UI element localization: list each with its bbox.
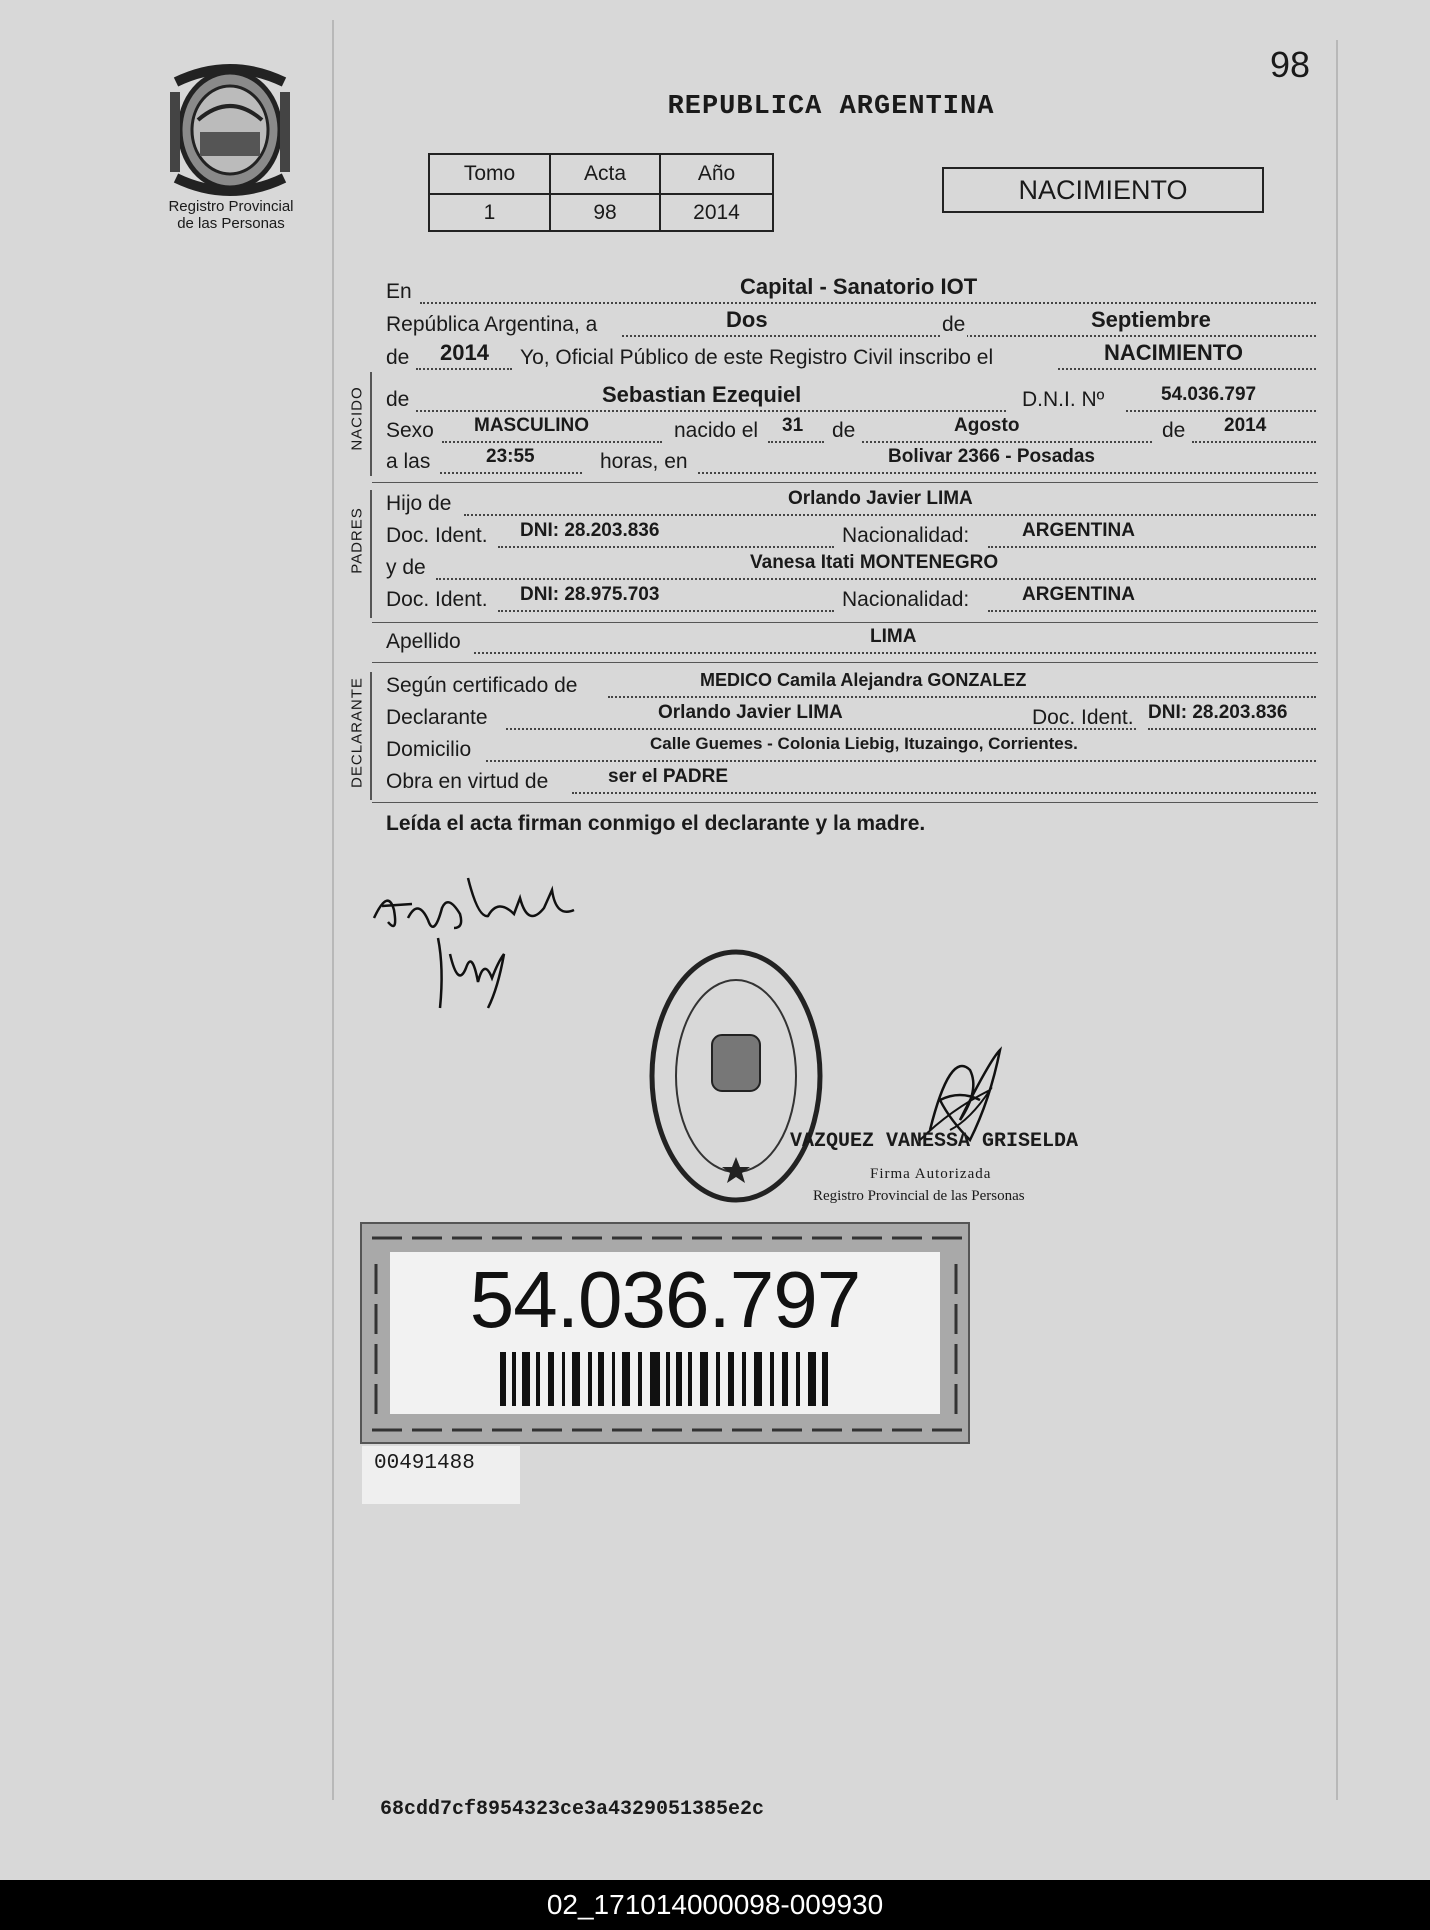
- year-de-label: de: [386, 346, 410, 369]
- son-label: Hijo de: [386, 492, 452, 515]
- right-margin-line: [1336, 40, 1338, 1800]
- father-nationality-value: ARGENTINA: [1022, 520, 1135, 541]
- sex-label: Sexo: [386, 419, 434, 442]
- sex-value: MASCULINO: [474, 415, 590, 436]
- barcode-number: 54.036.797: [469, 1255, 861, 1344]
- tomo-value: 1: [429, 194, 550, 231]
- day-value: Dos: [726, 307, 768, 332]
- father-doc-line: [386, 520, 1316, 552]
- mother-name-value: Vanesa Itati MONTENEGRO: [750, 552, 999, 573]
- child-name-value: Sebastian Ezequiel: [602, 382, 802, 407]
- mother-doc-label: Doc. Ident.: [386, 588, 488, 611]
- registry-caption: [150, 198, 312, 232]
- and-label: y de: [386, 556, 426, 579]
- capacity-value: ser el PADRE: [608, 766, 729, 787]
- father-line: [386, 488, 1316, 520]
- barcode-icon: [500, 1352, 830, 1406]
- tomo-header: Tomo: [429, 154, 550, 194]
- birth-year-de-label: de: [1162, 419, 1186, 442]
- dni-label: D.N.I. Nº: [1022, 388, 1105, 411]
- address-label: Domicilio: [386, 738, 472, 761]
- child-name-line: [386, 382, 1316, 416]
- surname-line: [386, 626, 1316, 658]
- barcode-panel: [390, 1252, 940, 1414]
- delegation-stamp-icon: [646, 945, 826, 1207]
- registry-caption-line2: de las Personas: [177, 215, 285, 232]
- father-name-value: Orlando Javier LIMA: [788, 488, 973, 509]
- birth-de-label: de: [832, 419, 856, 442]
- child-name-label: de: [386, 388, 410, 411]
- time-line: [386, 446, 1316, 478]
- officer-role: Firma Autorizada: [870, 1166, 992, 1182]
- certificate-line: [386, 670, 1316, 702]
- father-doc-value: DNI: 28.203.836: [520, 520, 660, 541]
- provincial-seal-icon: [168, 62, 292, 198]
- capacity-line: [386, 766, 1316, 798]
- official-text: Yo, Oficial Público de este Registro Civil inscribo el: [520, 346, 994, 369]
- mother-nationality-value: ARGENTINA: [1022, 584, 1135, 605]
- year-value: 2014: [660, 194, 773, 231]
- record-type-box: NACIMIENTO: [942, 167, 1264, 213]
- father-doc-label: Doc. Ident.: [386, 524, 488, 547]
- document-hash: 68cdd7cf8954323ce3a4329051385e2c: [380, 1798, 765, 1821]
- declarant-signature-icon: [368, 858, 588, 1018]
- born-label: nacido el: [674, 419, 759, 442]
- registry-caption-line1: Registro Provincial: [168, 198, 294, 215]
- birth-place-value: Bolivar 2366 - Posadas: [888, 446, 1095, 467]
- place-line: [386, 274, 1316, 308]
- child-dni-value: 54.036.797: [1161, 384, 1257, 405]
- month-de-label: de: [942, 313, 966, 336]
- certificate-value: MEDICO Camila Alejandra GONZALEZ: [700, 670, 1027, 690]
- birth-month-value: Agosto: [954, 415, 1020, 436]
- mother-doc-line: [386, 584, 1316, 616]
- declarant-doc-value: DNI: 28.203.836: [1148, 702, 1288, 723]
- record-table-header-row: [429, 154, 773, 194]
- record-table-value-row: [429, 194, 773, 231]
- officer-registry: Registro Provincial de las Personas: [813, 1188, 1025, 1204]
- padres-side-label: PADRES: [348, 507, 366, 574]
- year-value-text: 2014: [440, 340, 489, 365]
- left-margin-line: [332, 20, 334, 1800]
- declarant-label: Declarante: [386, 706, 488, 729]
- official-line: [386, 340, 1316, 374]
- address-value: Calle Guemes - Colonia Liebig, Ituzaingo, Corrientes.: [650, 734, 1078, 753]
- birth-day-value: 31: [782, 415, 804, 436]
- acta-header: Acta: [550, 154, 660, 194]
- certificate-label: Según certificado de: [386, 674, 578, 697]
- address-line: [386, 734, 1316, 766]
- country-title: REPUBLICA ARGENTINA: [667, 92, 995, 122]
- birth-time-value: 23:55: [486, 446, 535, 467]
- republica-label: República Argentina, a: [386, 313, 598, 336]
- record-table: [428, 153, 774, 232]
- declarante-side-label: DECLARANTE: [348, 677, 366, 788]
- date-line: [386, 307, 1316, 341]
- nacido-side-label: NACIDO: [348, 386, 366, 451]
- sex-line: [386, 415, 1316, 447]
- surname-label: Apellido: [386, 630, 461, 653]
- declarant-line: [386, 702, 1316, 734]
- capacity-label: Obra en virtud de: [386, 770, 549, 793]
- mother-line: [386, 552, 1316, 584]
- surname-value: LIMA: [870, 626, 917, 647]
- mother-doc-value: DNI: 28.975.703: [520, 584, 660, 605]
- closing-text: Leída el acta firman conmigo el declarante y la madre.: [386, 812, 926, 835]
- serial-number: 00491488: [362, 1446, 520, 1504]
- officer-name: VAZQUEZ VANESSA GRISELDA: [790, 1130, 1079, 1153]
- at-label: a las: [386, 450, 431, 473]
- declarant-doc-label: Doc. Ident.: [1032, 706, 1134, 729]
- birth-year-value: 2014: [1224, 415, 1267, 436]
- page-number: 98: [1270, 44, 1311, 85]
- place-value: Capital - Sanatorio IOT: [740, 274, 978, 299]
- file-identifier-bar: 02_171014000098-009930: [0, 1880, 1430, 1930]
- hours-label: horas, en: [600, 450, 688, 473]
- en-label: En: [386, 280, 412, 303]
- father-nationality-label: Nacionalidad:: [842, 524, 970, 547]
- barcode-label: [360, 1222, 970, 1444]
- year-header: Año: [660, 154, 773, 194]
- month-value: Septiembre: [1091, 307, 1211, 332]
- declarant-value: Orlando Javier LIMA: [658, 702, 843, 723]
- act-type-value: NACIMIENTO: [1104, 340, 1243, 365]
- acta-value: 98: [550, 194, 660, 231]
- mother-nationality-label: Nacionalidad:: [842, 588, 970, 611]
